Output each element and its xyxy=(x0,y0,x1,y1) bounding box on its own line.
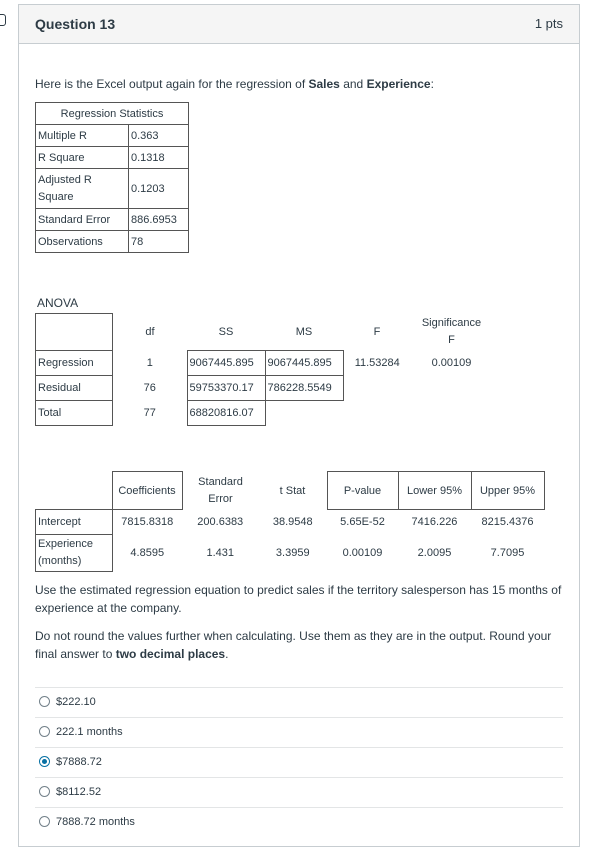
table-row: Intercept 7815.8318 200.6383 38.9548 5.65E-52 7416.226 8215.4376 xyxy=(36,510,545,535)
radio-button[interactable] xyxy=(39,816,50,827)
table-row: Residual 76 59753370.17 786228.5549 xyxy=(36,376,492,401)
question-points: 1 pts xyxy=(534,16,563,31)
answer-label[interactable]: $222.10 xyxy=(56,696,96,708)
coefficients-table xyxy=(35,471,545,572)
question-instruction: Do not round the values further when calculating. Use them as they are in the output. Round your final answer to two decimal places. xyxy=(35,629,552,661)
answer-option[interactable] xyxy=(35,718,563,748)
intro-text: Here is the Excel output again for the regression of Sales and Experience: xyxy=(35,77,434,91)
collapse-icon xyxy=(0,14,6,26)
question-title: Question 13 xyxy=(35,16,116,32)
table-row: Total 77 68820816.07 xyxy=(36,401,492,426)
radio-button[interactable] xyxy=(39,786,50,797)
answer-option[interactable] xyxy=(35,748,563,778)
table-row: Experience (months) 4.8595 1.431 3.3959 0.00109 2.0095 7.7095 xyxy=(36,535,545,572)
answer-option[interactable] xyxy=(35,778,563,808)
radio-button[interactable] xyxy=(39,696,50,707)
regression-statistics-header: Regression Statistics xyxy=(36,103,189,125)
table-row: Observations 78 xyxy=(36,231,189,253)
anova-table xyxy=(35,313,492,426)
regression-statistics-table xyxy=(35,102,189,253)
radio-button-selected[interactable] xyxy=(39,756,50,767)
table-row: Regression 1 9067445.895 9067445.895 11.53284 0.00109 xyxy=(36,351,492,376)
answer-label[interactable]: 7888.72 months xyxy=(56,816,135,828)
table-row: Adjusted R Square 0.1203 xyxy=(36,169,189,209)
question-card xyxy=(18,4,580,847)
anova-title: ANOVA xyxy=(37,296,79,310)
radio-button[interactable] xyxy=(39,726,50,737)
table-row: Coefficients Standard Error t Stat P-value Lower 95% Upper 95% xyxy=(36,472,545,510)
answer-option[interactable] xyxy=(35,808,563,837)
answer-label[interactable]: $7888.72 xyxy=(56,756,102,768)
answer-label[interactable]: 222.1 months xyxy=(56,726,123,738)
table-row: Multiple R 0.363 xyxy=(36,125,189,147)
table-row: df SS MS F Significance F xyxy=(36,314,492,351)
table-row: Standard Error 886.6953 xyxy=(36,209,189,231)
table-row: R Square 0.1318 xyxy=(36,147,189,169)
answer-list xyxy=(35,687,563,837)
answer-option[interactable] xyxy=(35,688,563,718)
answer-label[interactable]: $8112.52 xyxy=(56,786,102,798)
question-prompt: Use the estimated regression equation to predict sales if the territory salesperson has 15 months of experience at the company. xyxy=(35,583,562,615)
question-header xyxy=(19,5,579,44)
